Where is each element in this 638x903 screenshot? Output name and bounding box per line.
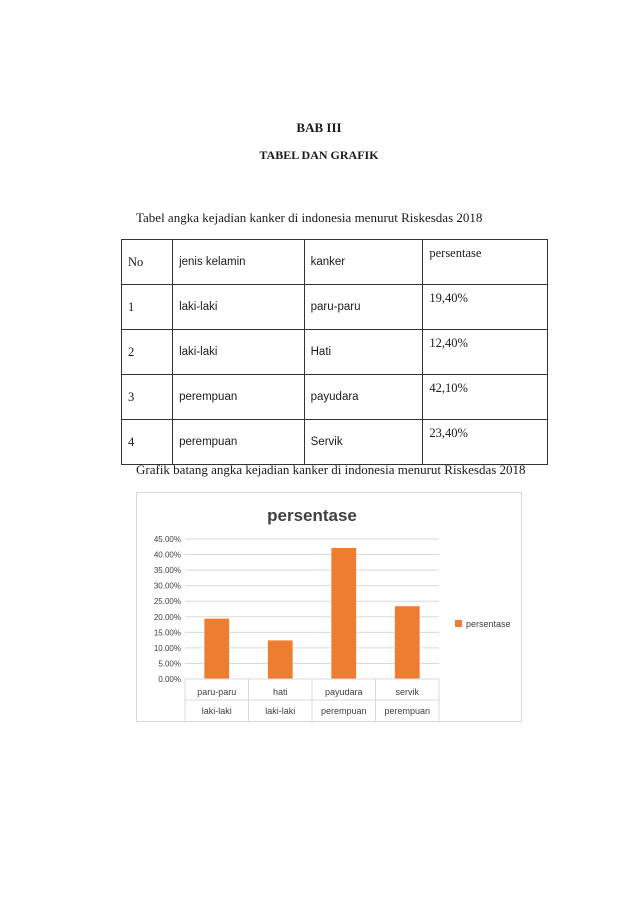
x-tick-label: hati (272, 687, 288, 697)
y-tick-label: 25.00% (153, 597, 181, 607)
bar (204, 619, 229, 679)
header-cell-percentage: persentase (423, 240, 548, 285)
bar-chart (136, 492, 522, 722)
y-tick-label: 5.00% (158, 659, 181, 669)
cell-no: 2 (122, 330, 173, 375)
cell-cancer: Hati (304, 330, 423, 375)
cell-cancer: paru-paru (304, 285, 423, 330)
y-tick-label: 20.00% (153, 612, 181, 622)
x-group-label: perempuan (384, 706, 431, 716)
x-tick-label: paru-paru (197, 687, 237, 697)
bar (395, 606, 420, 679)
y-tick-label: 45.00% (153, 535, 181, 544)
cell-percentage: 12,40% (423, 330, 548, 375)
y-tick-label: 35.00% (153, 566, 181, 576)
cell-percentage: 23,40% (423, 420, 548, 465)
bar (268, 640, 293, 679)
table-caption: Tabel angka kejadian kanker di indonesia menurut Riskesdas 2018 (136, 210, 483, 225)
cell-gender: laki-laki (173, 330, 305, 375)
cell-cancer: Servik (304, 420, 423, 465)
table-header-row (122, 240, 548, 285)
x-tick-label: payudara (324, 687, 363, 697)
header-cell-cancer: kanker (304, 240, 423, 285)
y-tick-label: 40.00% (153, 550, 181, 560)
cell-percentage: 42,10% (423, 375, 548, 420)
cell-gender: perempuan (173, 420, 305, 465)
header-cell-no: No (122, 240, 173, 285)
table-row (122, 375, 548, 420)
cell-no: 4 (122, 420, 173, 465)
section-title: TABEL DAN GRAFIK (259, 148, 379, 162)
cancer-incidence-table (121, 239, 548, 465)
chart-caption: Grafik batang angka kejadian kanker di indonesia menurut Riskesdas 2018 (136, 462, 526, 477)
cell-cancer: payudara (304, 375, 423, 420)
table-row (122, 420, 548, 465)
x-group-label: laki-laki (201, 706, 232, 716)
table-row (122, 285, 548, 330)
cell-no: 1 (122, 285, 173, 330)
chart-title: persentase (267, 506, 357, 525)
header-cell-gender: jenis kelamin (173, 240, 305, 285)
y-tick-label: 10.00% (153, 643, 181, 653)
x-group-label: perempuan (320, 706, 367, 716)
chart-canvas (137, 493, 523, 723)
bar (331, 548, 356, 679)
x-group-label: laki-laki (265, 706, 296, 716)
legend-swatch (455, 620, 462, 627)
y-tick-label: 0.00% (158, 675, 181, 684)
y-tick-label: 15.00% (153, 628, 181, 638)
x-tick-label: servik (395, 687, 420, 697)
table-row (122, 330, 548, 375)
chapter-heading: BAB III (296, 120, 342, 135)
y-tick-label: 30.00% (153, 581, 181, 591)
cell-gender: perempuan (173, 375, 305, 420)
cell-gender: laki-laki (173, 285, 305, 330)
cell-percentage: 19,40% (423, 285, 548, 330)
legend-label: persentase (466, 619, 511, 629)
cell-no: 3 (122, 375, 173, 420)
